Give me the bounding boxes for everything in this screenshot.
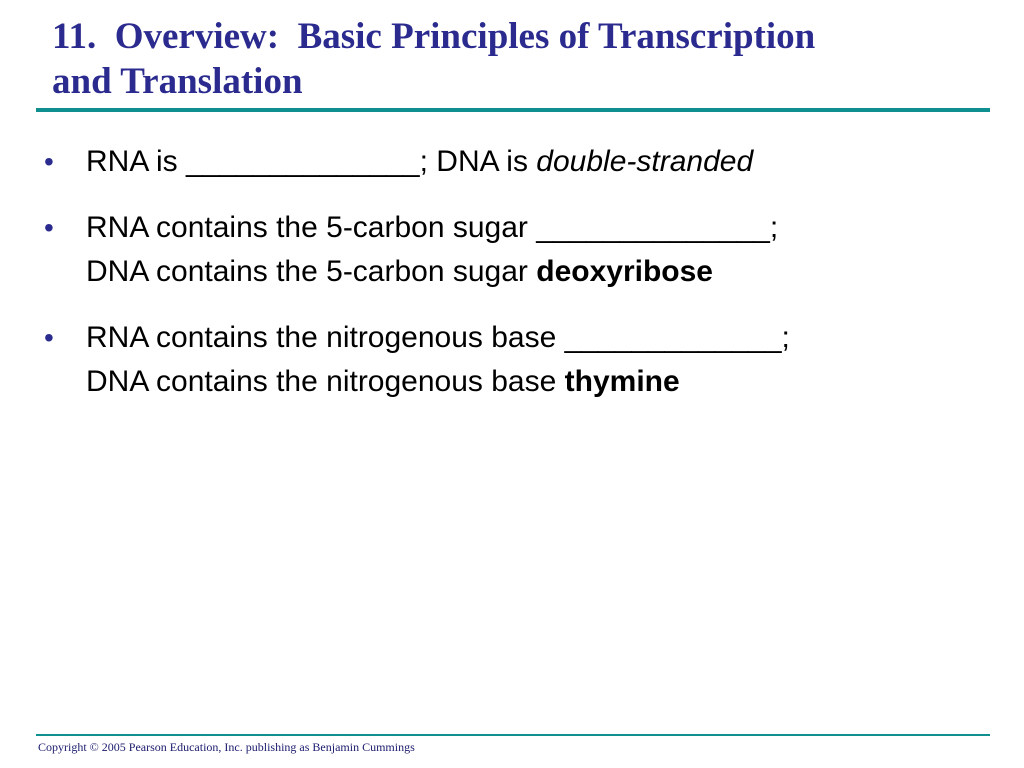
bullet-3-line-1: RNA contains the nitrogenous base _____________; — [86, 321, 790, 354]
title-line-2: and Translation — [52, 61, 303, 102]
bullet-1-italic: double-stranded — [536, 145, 754, 178]
bullet-3-bold: thymine — [564, 365, 680, 398]
slide-title — [52, 14, 992, 104]
bullet-2-prefix: DNA contains the 5-carbon sugar — [86, 255, 537, 288]
bullet-list — [44, 140, 994, 426]
copyright-footer: Copyright © 2005 Pearson Education, Inc. publishing as Benjamin Cummings — [38, 740, 415, 754]
bullet-2-bold: deoxyribose — [536, 255, 713, 288]
bullet-icon: • — [44, 212, 54, 243]
title-divider — [36, 108, 990, 112]
bullet-icon: • — [44, 146, 54, 177]
bullet-1-text: RNA is ______________; DNA is — [86, 145, 537, 178]
bullet-item-3 — [44, 316, 994, 404]
bullet-2-line-2 — [86, 250, 994, 294]
bullet-1-line-1 — [86, 140, 994, 184]
bullet-item-1 — [44, 140, 994, 184]
footer-divider — [36, 734, 990, 736]
bullet-3-prefix: DNA contains the nitrogenous base — [86, 365, 565, 398]
bullet-3-line-2 — [86, 360, 994, 404]
title-line-1: 11. Overview: Basic Principles of Transcription — [52, 16, 816, 57]
bullet-2-line-1: RNA contains the 5-carbon sugar ______________; — [86, 211, 779, 244]
bullet-icon: • — [44, 322, 54, 353]
bullet-item-2 — [44, 206, 994, 294]
